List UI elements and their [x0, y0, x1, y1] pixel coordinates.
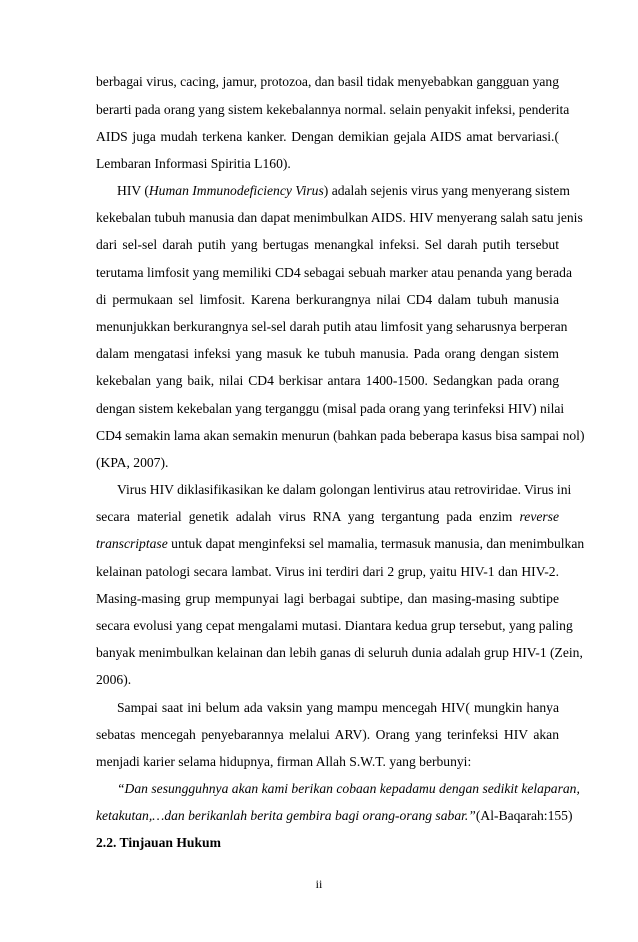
text-line: 2006). [96, 672, 132, 687]
text-line: HIV (Human Immunodeficiency Virus) adalah sejenis virus yang menyerang sistem [117, 183, 570, 198]
quote-line: “Dan sesungguhnya akan kami berikan cobaan kepadamu dengan sedikit kelaparan, [117, 781, 580, 796]
text-line: secara evolusi yang cepat mengalami mutasi. Diantara kedua grup tersebut, yang paling [96, 618, 573, 633]
text-line: menjadi karier selama hidupnya, firman Allah S.W.T. yang berbunyi: [96, 754, 472, 769]
text-line: banyak menimbulkan kelainan dan lebih ganas di seluruh dunia adalah grup HIV-1 (Zein, [96, 645, 583, 660]
text-line: Sampai saat ini belum ada vaksin yang mampu mencegah HIV( mungkin hanya [117, 700, 559, 715]
text-line: AIDS juga mudah terkena kanker. Dengan demikian gejala AIDS amat bervariasi.( [96, 129, 559, 144]
italic-term: reverse [519, 509, 559, 524]
text-line: dalam mengatasi infeksi yang masuk ke tubuh manusia. Pada orang dengan sistem [96, 346, 559, 361]
text-line: dengan sistem kekebalan yang terganggu (misal pada orang yang terinfeksi HIV) nilai [96, 401, 565, 416]
page-number: ii [315, 877, 323, 891]
text-line: kekebalan tubuh manusia dan dapat menimbulkan AIDS. HIV menyerang salah satu jenis [96, 210, 583, 225]
text-line: Virus HIV diklasifikasikan ke dalam golongan lentivirus atau retroviridae. Virus ini [117, 482, 572, 497]
text-line: menunjukkan berkurangnya sel-sel darah putih atau limfosit yang seharusnya berperan [96, 319, 568, 334]
text-line: secara material genetik adalah virus RNA yang tergantung pada enzim reverse [96, 509, 559, 524]
italic-term: transcriptase [96, 536, 168, 551]
text-line: kekebalan yang baik, nilai CD4 berkisar antara 1400-1500. Sedangkan pada orang [96, 373, 559, 388]
quote-line: ketakutan,…dan berikanlah berita gembira bagi orang-orang sabar.”(Al-Baqarah:155) [96, 808, 573, 823]
text-line: Lembaran Informasi Spiritia L160). [96, 156, 291, 171]
text-line: berarti pada orang yang sistem kekebalannya normal. selain penyakit infeksi, penderita [96, 102, 570, 117]
text-line: berbagai virus, cacing, jamur, protozoa, dan basil tidak menyebabkan gangguan yang [96, 74, 559, 89]
text-line: Masing-masing grup mempunyai lagi berbagai subtipe, dan masing-masing subtipe [96, 591, 559, 606]
section-heading: 2.2. Tinjauan Hukum [96, 835, 221, 850]
text-line: dari sel-sel darah putih yang bertugas menangkal infeksi. Sel darah putih tersebut [96, 237, 559, 252]
italic-term: Human Immunodeficiency Virus [148, 183, 324, 198]
text-line: transcriptase untuk dapat menginfeksi sel mamalia, termasuk manusia, dan menimbulkan [96, 536, 585, 551]
text-line: CD4 semakin lama akan semakin menurun (bahkan pada beberapa kasus bisa sampai nol) [96, 428, 585, 443]
text-line: terutama limfosit yang memiliki CD4 sebagai sebuah marker atau penanda yang berada [96, 265, 572, 280]
text-line: di permukaan sel limfosit. Karena berkurangnya nilai CD4 dalam tubuh manusia [96, 292, 559, 307]
text-line: (KPA, 2007). [96, 455, 169, 470]
text-line: kelainan patologi secara lambat. Virus ini terdiri dari 2 grup, yaitu HIV-1 dan HIV-2. [96, 564, 559, 579]
text-line: sebatas mencegah penyebarannya melalui ARV). Orang yang terinfeksi HIV akan [96, 727, 559, 742]
